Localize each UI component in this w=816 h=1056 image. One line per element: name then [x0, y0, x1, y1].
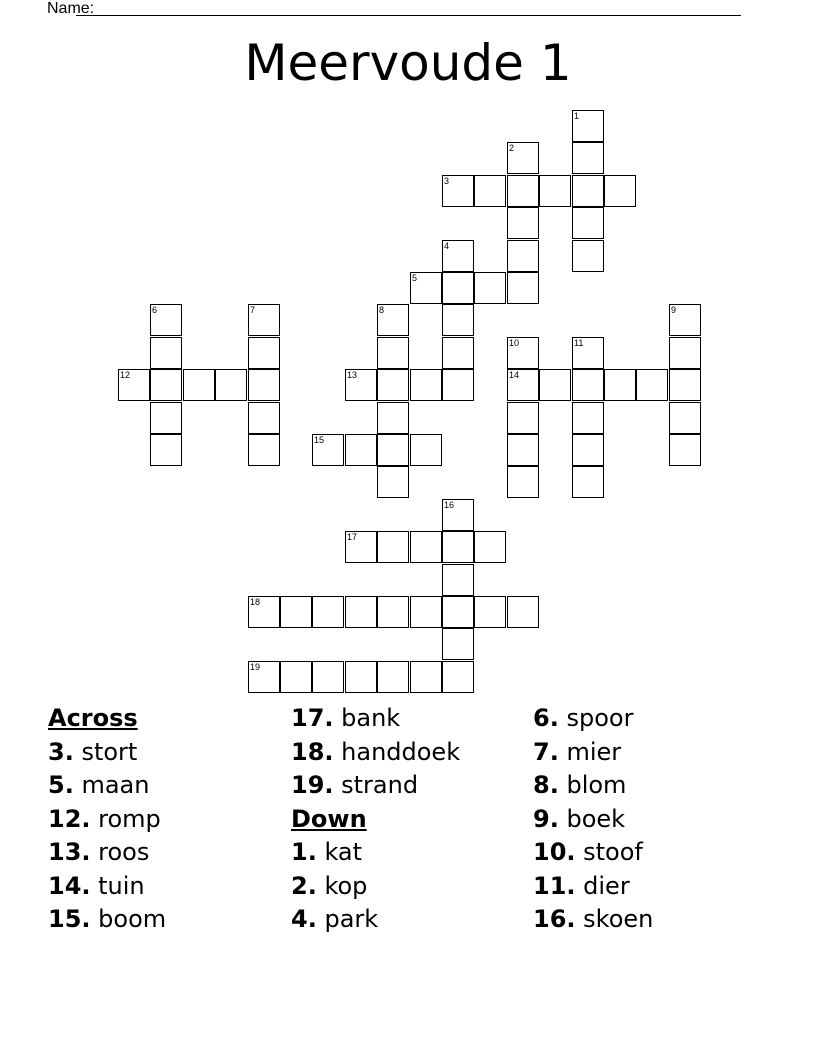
grid-cell[interactable]: [474, 531, 506, 563]
clue-number: 18: [250, 597, 261, 607]
grid-cell[interactable]: [345, 434, 377, 466]
grid-cell[interactable]: [345, 661, 377, 693]
clue-item-text: strand: [333, 771, 419, 799]
grid-cell[interactable]: [377, 661, 409, 693]
clue-item-text: boek: [558, 804, 626, 833]
grid-cell[interactable]: [442, 175, 474, 207]
clue-number: 2: [509, 143, 515, 153]
grid-cell[interactable]: [345, 596, 377, 628]
clue-item-number: 9.: [533, 804, 559, 833]
grid-cell[interactable]: [507, 175, 539, 207]
grid-cell[interactable]: [474, 175, 506, 207]
grid-cell[interactable]: [669, 304, 701, 336]
grid-cell[interactable]: [507, 240, 539, 272]
grid-cell[interactable]: [507, 142, 539, 174]
grid-cell[interactable]: [507, 337, 539, 369]
clue-number: 5: [412, 273, 418, 283]
clue-item-text: roos: [90, 838, 150, 866]
clue-number: 13: [347, 370, 358, 380]
clues-column-2: [291, 702, 531, 937]
clue-item: [291, 702, 531, 736]
clue-number: 16: [444, 500, 455, 510]
grid-cell[interactable]: [377, 337, 409, 369]
clue-item-text: kat: [316, 838, 363, 866]
clue-item-number: 2.: [291, 871, 317, 900]
grid-cell[interactable]: [539, 369, 571, 401]
grid-cell[interactable]: [442, 564, 474, 596]
clue-item: [533, 702, 773, 736]
grid-cell[interactable]: [669, 369, 701, 401]
grid-cell[interactable]: [572, 369, 604, 401]
clue-number: 9: [671, 305, 677, 315]
grid-cell[interactable]: [442, 337, 474, 369]
grid-cell[interactable]: [442, 661, 474, 693]
clue-item-number: 4.: [291, 905, 317, 933]
clue-item-number: 12.: [48, 804, 91, 833]
clue-item-text: stoof: [575, 838, 643, 866]
grid-cell[interactable]: [312, 434, 344, 466]
clue-item-number: 15.: [48, 905, 91, 933]
grid-cell[interactable]: [669, 337, 701, 369]
grid-cell[interactable]: [474, 272, 506, 304]
clue-item-text: blom: [558, 771, 627, 799]
grid-cell[interactable]: [248, 369, 280, 401]
grid-cell[interactable]: [377, 402, 409, 434]
clue-item-number: 16.: [533, 905, 576, 933]
clue-section-heading: Down: [291, 804, 367, 833]
grid-cell[interactable]: [442, 369, 474, 401]
grid-cell[interactable]: [572, 337, 604, 369]
clue-item-text: handdoek: [333, 737, 461, 766]
grid-cell[interactable]: [636, 369, 668, 401]
clue-item-text: spoor: [558, 704, 634, 732]
grid-cell[interactable]: [248, 337, 280, 369]
clue-item: [533, 836, 773, 870]
clue-section-heading: Across: [48, 704, 138, 732]
grid-cell[interactable]: [572, 240, 604, 272]
grid-cell[interactable]: [377, 434, 409, 466]
grid-cell[interactable]: [572, 142, 604, 174]
clue-item-text: park: [316, 905, 379, 933]
grid-cell[interactable]: [280, 596, 312, 628]
clue-item: [533, 870, 773, 904]
grid-cell[interactable]: [442, 499, 474, 531]
grid-cell[interactable]: [150, 337, 182, 369]
grid-cell[interactable]: [312, 661, 344, 693]
grid-cell[interactable]: [150, 304, 182, 336]
grid-cell[interactable]: [604, 175, 636, 207]
grid-cell[interactable]: [345, 531, 377, 563]
clue-item: [291, 769, 531, 803]
grid-cell[interactable]: [377, 531, 409, 563]
clue-item-text: dier: [575, 871, 630, 900]
clue-item-text: bank: [333, 704, 401, 732]
grid-cell[interactable]: [377, 466, 409, 498]
clue-number: 7: [250, 305, 256, 315]
grid-cell[interactable]: [248, 434, 280, 466]
grid-cell[interactable]: [118, 369, 150, 401]
grid-cell[interactable]: [377, 369, 409, 401]
page-title: Meervoude 1: [244, 34, 572, 92]
grid-cell[interactable]: [474, 596, 506, 628]
clue-item-text: stort: [73, 737, 138, 766]
clue-item: [533, 736, 773, 770]
clue-item: [533, 803, 773, 837]
clue-item-number: 18.: [291, 737, 334, 766]
clue-item-text: romp: [90, 804, 161, 833]
clue-number: 8: [379, 305, 385, 315]
clue-item: [48, 870, 288, 904]
grid-cell[interactable]: [507, 596, 539, 628]
grid-cell[interactable]: [410, 272, 442, 304]
grid-cell[interactable]: [572, 402, 604, 434]
clue-number: 11: [574, 338, 584, 348]
grid-cell[interactable]: [669, 402, 701, 434]
clue-item: [533, 903, 773, 937]
clue-item: [291, 903, 531, 937]
clue-item-number: 8.: [533, 771, 559, 799]
clue-item: [48, 803, 288, 837]
grid-cell[interactable]: [248, 596, 280, 628]
clue-item-text: boom: [90, 905, 167, 933]
clue-item: [291, 736, 531, 770]
clue-number: 14: [509, 370, 520, 380]
clue-item-text: maan: [73, 771, 150, 799]
clue-item-number: 13.: [48, 838, 91, 866]
grid-cell[interactable]: [507, 207, 539, 239]
grid-cell[interactable]: [572, 434, 604, 466]
grid-cell[interactable]: [410, 596, 442, 628]
grid-cell[interactable]: [507, 272, 539, 304]
grid-cell[interactable]: [410, 661, 442, 693]
grid-cell[interactable]: [150, 434, 182, 466]
grid-cell[interactable]: [507, 402, 539, 434]
grid-cell[interactable]: [442, 531, 474, 563]
clue-item-number: 17.: [291, 704, 334, 732]
clue-item-text: kop: [316, 871, 368, 900]
grid-cell[interactable]: [669, 434, 701, 466]
clue-item: [291, 836, 531, 870]
clue-item: [48, 903, 288, 937]
grid-cell[interactable]: [215, 369, 247, 401]
grid-cell[interactable]: [507, 369, 539, 401]
grid-cell[interactable]: [604, 369, 636, 401]
clue-number: 1: [574, 111, 580, 121]
clue-item: [48, 836, 288, 870]
clue-item-number: 7.: [533, 737, 559, 766]
clue-item-number: 6.: [533, 704, 559, 732]
clue-item-number: 10.: [533, 838, 576, 866]
clue-item: [48, 769, 288, 803]
clue-number: 12: [120, 370, 131, 380]
clue-number: 10: [509, 338, 520, 348]
clue-item: [533, 769, 773, 803]
grid-cell[interactable]: [345, 369, 377, 401]
clue-number: 19: [250, 662, 261, 672]
clue-item-number: 19.: [291, 771, 334, 799]
name-label: Name:: [47, 0, 95, 17]
clue-item-number: 5.: [48, 771, 74, 799]
grid-cell[interactable]: [410, 531, 442, 563]
clue-item-number: 14.: [48, 871, 91, 900]
clue-item-text: tuin: [90, 871, 145, 900]
clue-item: [291, 870, 531, 904]
clue-number: 6: [152, 305, 158, 315]
grid-cell[interactable]: [150, 369, 182, 401]
grid-cell[interactable]: [442, 596, 474, 628]
clue-item-number: 3.: [48, 737, 74, 766]
grid-cell[interactable]: [312, 596, 344, 628]
clue-item-text: skoen: [575, 905, 654, 933]
clue-item-number: 1.: [291, 838, 317, 866]
grid-cell[interactable]: [572, 207, 604, 239]
grid-cell[interactable]: [507, 466, 539, 498]
grid-cell[interactable]: [572, 175, 604, 207]
grid-cell[interactable]: [572, 466, 604, 498]
clue-item-text: mier: [558, 737, 622, 766]
grid-cell[interactable]: [248, 304, 280, 336]
grid-cell[interactable]: [442, 272, 474, 304]
grid-cell[interactable]: [442, 304, 474, 336]
grid-cell[interactable]: [442, 628, 474, 660]
clue-number: 3: [444, 176, 450, 186]
clue-number: 4: [444, 241, 450, 251]
grid-cell[interactable]: [248, 402, 280, 434]
grid-cell[interactable]: [280, 661, 312, 693]
clue-item-number: 11.: [533, 871, 576, 900]
grid-cell[interactable]: [183, 369, 215, 401]
grid-cell[interactable]: [539, 175, 571, 207]
grid-cell[interactable]: [410, 434, 442, 466]
grid-cell[interactable]: [410, 369, 442, 401]
grid-cell[interactable]: [442, 240, 474, 272]
grid-cell[interactable]: [377, 596, 409, 628]
grid-cell[interactable]: [572, 110, 604, 142]
grid-cell[interactable]: [507, 434, 539, 466]
grid-cell[interactable]: [248, 661, 280, 693]
clue-number: 15: [314, 435, 325, 445]
grid-cell[interactable]: [150, 402, 182, 434]
grid-cell[interactable]: [377, 304, 409, 336]
clue-number: 17: [347, 532, 358, 542]
clues-column-3: [533, 702, 773, 937]
clue-item: [48, 736, 288, 770]
clues-column-1: [48, 702, 288, 937]
